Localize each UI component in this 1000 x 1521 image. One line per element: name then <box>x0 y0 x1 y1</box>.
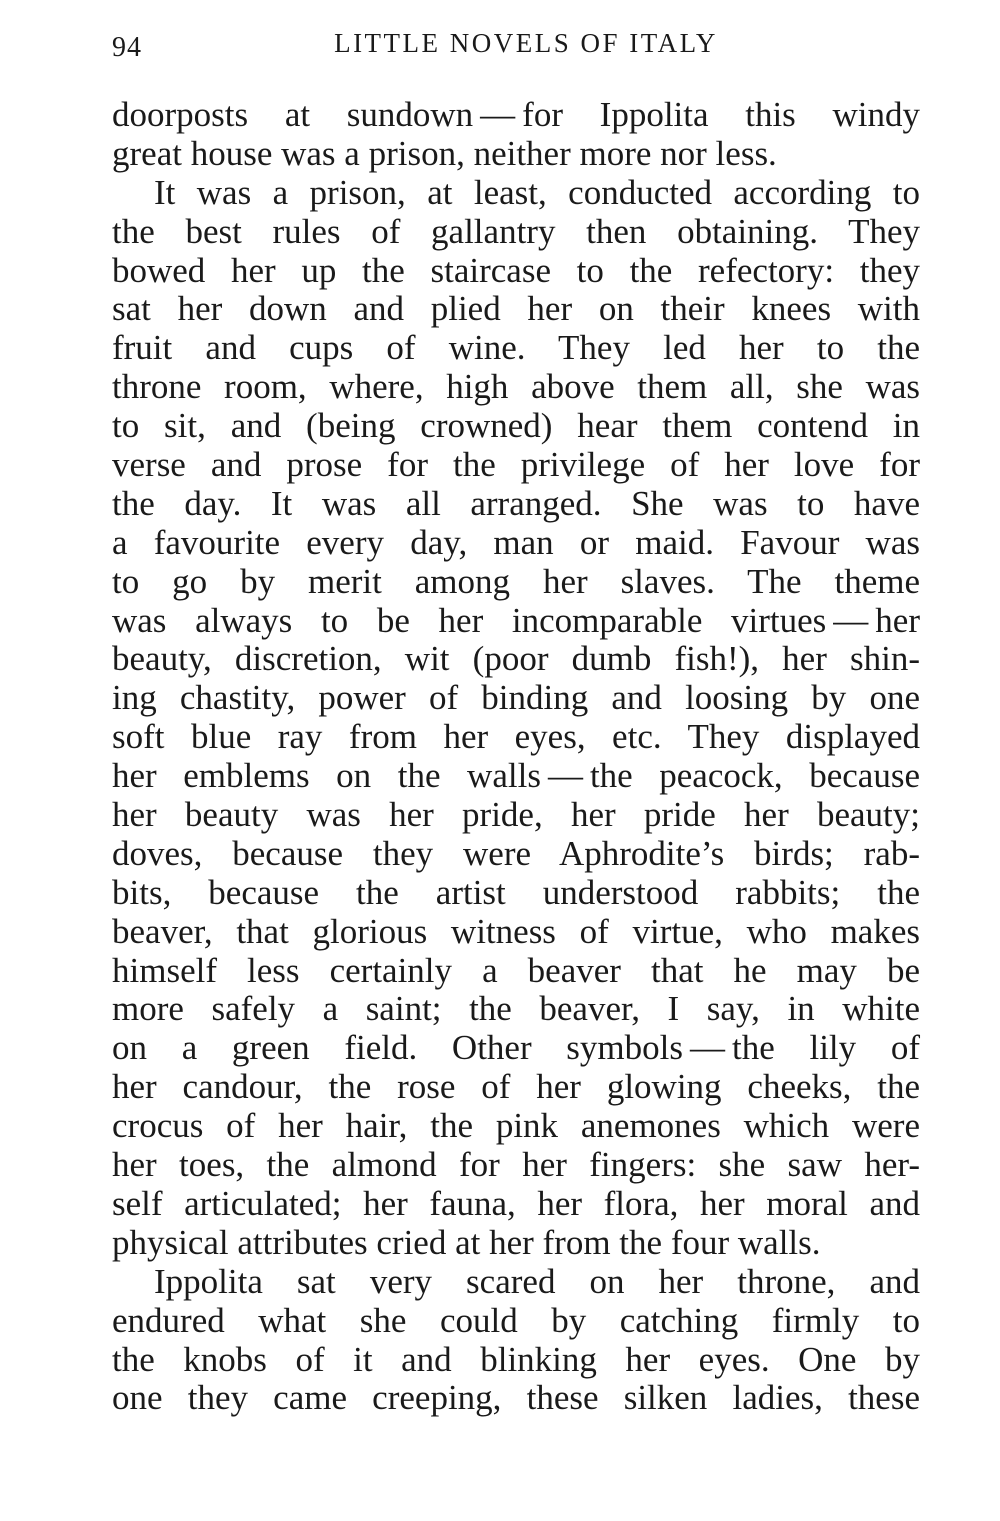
text-line: beaver, that glorious witness of virtue, who makes <box>112 911 920 951</box>
text-line: ing chastity, power of binding and loosing by one <box>112 678 920 718</box>
running-title: LITTLE NOVELS OF ITALY <box>334 28 718 58</box>
text-line: endured what she could by catching firmly to <box>112 1300 920 1340</box>
text-line: on a green field. Other symbols — the lily of <box>112 1028 920 1068</box>
text-line: bowed her up the staircase to the refectory: they <box>112 250 920 290</box>
text-line: crocus of her hair, the pink anemones which were <box>112 1106 920 1146</box>
text-line: was always to be her incomparable virtues — her <box>112 600 920 640</box>
text-line: physical attributes cried at her from the four walls. <box>112 1222 821 1262</box>
text-line: more safely a saint; the beaver, I say, in white <box>112 989 920 1029</box>
text-line: one they came creeping, these silken ladies, these <box>112 1378 920 1418</box>
text-line: It was a prison, at least, conducted according to <box>154 172 920 212</box>
text-line: the day. It was all arranged. She was to have <box>112 483 920 523</box>
text-line: throne room, where, high above them all, she was <box>112 367 920 407</box>
text-line: her beauty was her pride, her pride her beauty; <box>112 795 920 835</box>
text-line: the knobs of it and blinking her eyes. One by <box>112 1339 920 1379</box>
text-line: the best rules of gallantry then obtaining. They <box>112 211 920 251</box>
body-text <box>112 96 920 1418</box>
text-line: verse and prose for the privilege of her love for <box>112 445 920 485</box>
text-line: to sit, and (being crowned) hear them contend in <box>112 406 920 446</box>
text-line: soft blue ray from her eyes, etc. They displayed <box>112 717 920 757</box>
text-line: bits, because the artist understood rabbits; the <box>112 872 920 912</box>
text-line: her emblems on the walls — the peacock, because <box>112 756 920 796</box>
text-line: her candour, the rose of her glowing cheeks, the <box>112 1067 920 1107</box>
text-line: himself less certainly a beaver that he may be <box>112 950 920 990</box>
text-line: Ippolita sat very scared on her throne, and <box>154 1261 920 1301</box>
text-line: self articulated; her fauna, her flora, her moral and <box>112 1183 920 1223</box>
text-line: her toes, the almond for her fingers: she saw her- <box>112 1145 920 1185</box>
text-line: a favourite every day, man or maid. Favour was <box>112 522 920 562</box>
text-line: fruit and cups of wine. They led her to the <box>112 328 920 368</box>
text-line: sat her down and plied her on their knees with <box>112 289 920 329</box>
running-head <box>112 28 920 68</box>
page-number: 94 <box>112 32 142 63</box>
text-line: doves, because they were Aphrodite’s birds; rab- <box>112 833 920 873</box>
text-line: great house was a prison, neither more nor less. <box>112 133 777 173</box>
text-line: to go by merit among her slaves. The theme <box>112 561 920 601</box>
text-line: beauty, discretion, wit (poor dumb fish!), her shin- <box>112 639 920 679</box>
text-line: doorposts at sundown — for Ippolita this windy <box>112 95 920 134</box>
